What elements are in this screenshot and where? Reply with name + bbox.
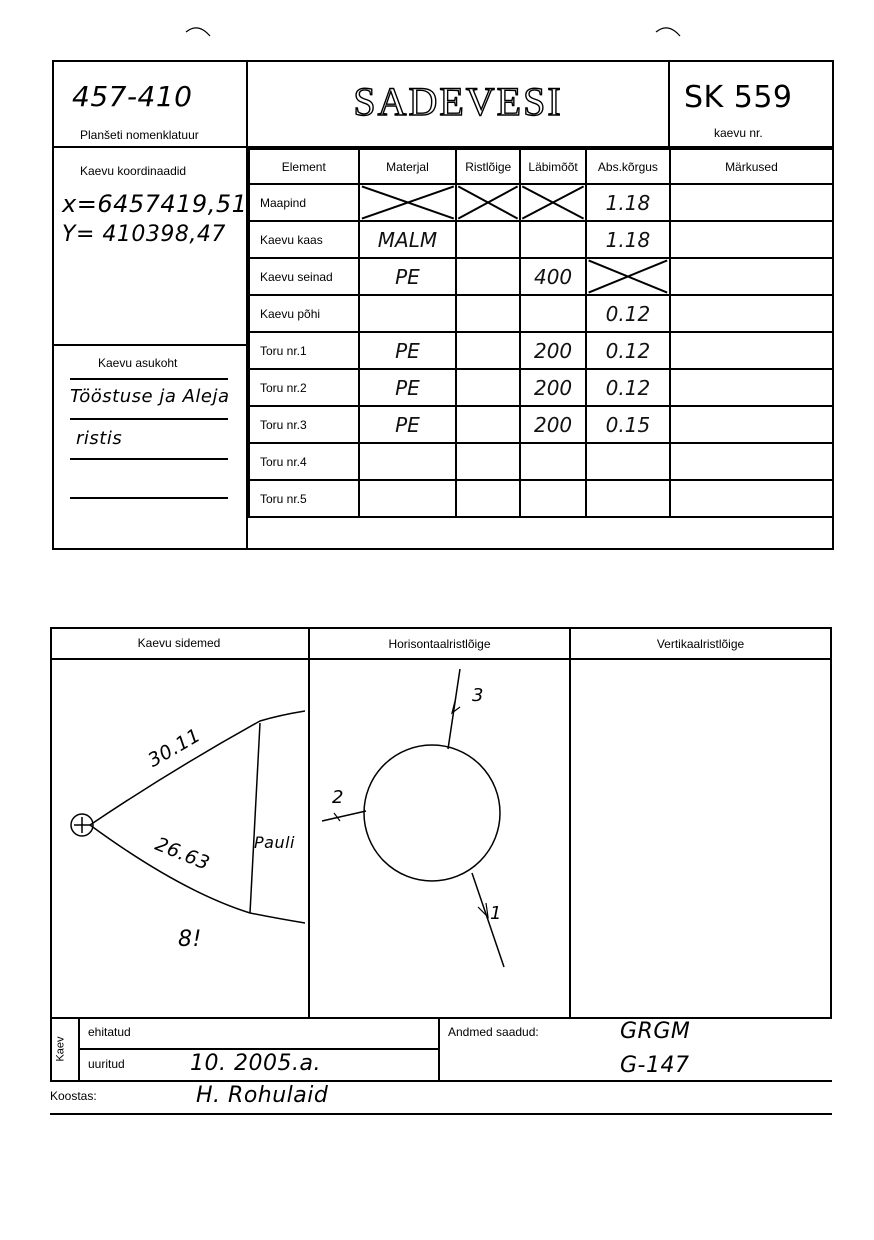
horizontal-section-drawing (310, 661, 569, 1015)
value-diameter: 400 (533, 264, 573, 289)
source-label: Andmed saadud: (448, 1025, 539, 1039)
table-row (249, 443, 833, 480)
cell-material (359, 443, 457, 480)
footer (50, 1019, 832, 1119)
cell-diameter (520, 332, 586, 369)
well-number: SK 559 (684, 80, 793, 115)
coords-label: Kaevu koordinaadid (80, 164, 187, 178)
vertical-section-header: Vertikaalristlõige (656, 637, 745, 651)
cell-material (359, 332, 457, 369)
horizontal-section-header: Horisontaalristlõige (388, 637, 491, 651)
value-material: MALM (377, 227, 438, 252)
sheet-label: Planšeti nomenklatuur (80, 128, 199, 142)
cell-section (456, 221, 520, 258)
cell-diameter (520, 369, 586, 406)
value-material: PE (395, 264, 420, 289)
table-row (249, 258, 833, 295)
surveyed-value: 10. 2005.a. (190, 1051, 321, 1076)
value-height: 1.18 (605, 227, 651, 252)
cell-notes (670, 332, 833, 369)
table-row (249, 369, 833, 406)
value-material: PE (395, 338, 420, 363)
cell-section (456, 184, 520, 221)
distance-2: 26.63 (151, 833, 213, 875)
element-name: Kaevu kaas (249, 221, 359, 258)
value-diameter: 200 (533, 338, 573, 363)
cell-diameter (520, 295, 586, 332)
lower-card (50, 627, 832, 1019)
distance-1: 30.11 (144, 724, 205, 772)
element-name: Kaevu põhi (249, 295, 359, 332)
upper-card (52, 60, 834, 550)
cell-notes (670, 258, 833, 295)
value-material: PE (395, 375, 420, 400)
cell-diameter (520, 184, 586, 221)
links-header: Kaevu sidemed (137, 636, 221, 650)
cell-notes (670, 295, 833, 332)
compiled-value: H. Rohulaid (196, 1083, 329, 1108)
cell-notes (670, 369, 833, 406)
value-diameter: 200 (533, 375, 573, 400)
cell-section (456, 332, 520, 369)
element-name: Toru nr.1 (249, 332, 359, 369)
punch-hole-right (654, 22, 682, 40)
cell-height (586, 480, 670, 517)
cell-height (586, 258, 670, 295)
compiled-label: Koostas: (50, 1089, 97, 1103)
cell-section (456, 258, 520, 295)
source-value-1: GRGM (620, 1019, 691, 1044)
table-row (249, 184, 833, 221)
pipe-label-3: 3 (472, 685, 484, 706)
punch-hole-left (184, 22, 212, 40)
value-material: PE (395, 412, 420, 437)
cell-material (359, 258, 457, 295)
element-name: Toru nr.5 (249, 480, 359, 517)
value-height: 1.18 (605, 190, 651, 215)
cell-material (359, 184, 457, 221)
location-line1: Tööstuse ja Aleja (70, 386, 230, 407)
location-label: Kaevu asukoht (98, 356, 178, 370)
source-value-2: G-147 (620, 1053, 690, 1078)
cell-notes (670, 406, 833, 443)
cell-height (586, 332, 670, 369)
cell-material (359, 221, 457, 258)
cell-material (359, 406, 457, 443)
column-header: Materjal (359, 149, 457, 184)
coord-y: Y= 410398,47 (62, 222, 226, 247)
cell-material (359, 295, 457, 332)
value-height: 0.12 (605, 375, 651, 400)
value-height: 0.12 (605, 301, 651, 326)
cell-diameter (520, 480, 586, 517)
well-label: kaevu nr. (714, 126, 763, 140)
column-header: Element (249, 149, 359, 184)
cell-notes (670, 184, 833, 221)
cell-height (586, 406, 670, 443)
pipe-label-1: 1 (490, 903, 502, 924)
column-header: Märkused (670, 149, 833, 184)
cell-height (586, 443, 670, 480)
cell-material (359, 369, 457, 406)
cell-diameter (520, 443, 586, 480)
element-name: Maapind (249, 184, 359, 221)
location-line2: ristis (76, 428, 123, 449)
side-label: Kaev (54, 1036, 67, 1062)
cell-notes (670, 480, 833, 517)
cell-diameter (520, 258, 586, 295)
cell-section (456, 369, 520, 406)
coord-x: x=6457419,51 (62, 190, 248, 218)
cell-diameter (520, 406, 586, 443)
value-height: 0.12 (605, 338, 651, 363)
element-name: Toru nr.4 (249, 443, 359, 480)
cell-material (359, 480, 457, 517)
element-name: Kaevu seinad (249, 258, 359, 295)
sketch-mark: 8! (178, 927, 202, 952)
built-label: ehitatud (88, 1025, 131, 1039)
cell-section (456, 406, 520, 443)
element-table (248, 148, 834, 518)
cell-height (586, 184, 670, 221)
cell-notes (670, 443, 833, 480)
value-diameter: 200 (533, 412, 573, 437)
table-row (249, 480, 833, 517)
surveyed-label: uuritud (88, 1057, 125, 1071)
table-row (249, 406, 833, 443)
table-row (249, 295, 833, 332)
table-row (249, 221, 833, 258)
cell-section (456, 295, 520, 332)
value-height: 0.15 (605, 412, 651, 437)
cell-height (586, 369, 670, 406)
column-header: Ristlõige (456, 149, 520, 184)
pipe-label-2: 2 (332, 787, 344, 808)
cell-section (456, 480, 520, 517)
cell-height (586, 295, 670, 332)
cell-diameter (520, 221, 586, 258)
element-name: Toru nr.2 (249, 369, 359, 406)
column-header: Läbimõõt (520, 149, 586, 184)
column-header: Abs.kõrgus (586, 149, 670, 184)
cell-section (456, 443, 520, 480)
building-label: Pauli (254, 833, 295, 852)
table-header-row (249, 149, 833, 184)
cell-notes (670, 221, 833, 258)
page-title: SADEVESI (353, 79, 563, 124)
element-name: Toru nr.3 (249, 406, 359, 443)
table-row (249, 332, 833, 369)
cell-height (586, 221, 670, 258)
sheet-code: 457-410 (72, 80, 193, 113)
